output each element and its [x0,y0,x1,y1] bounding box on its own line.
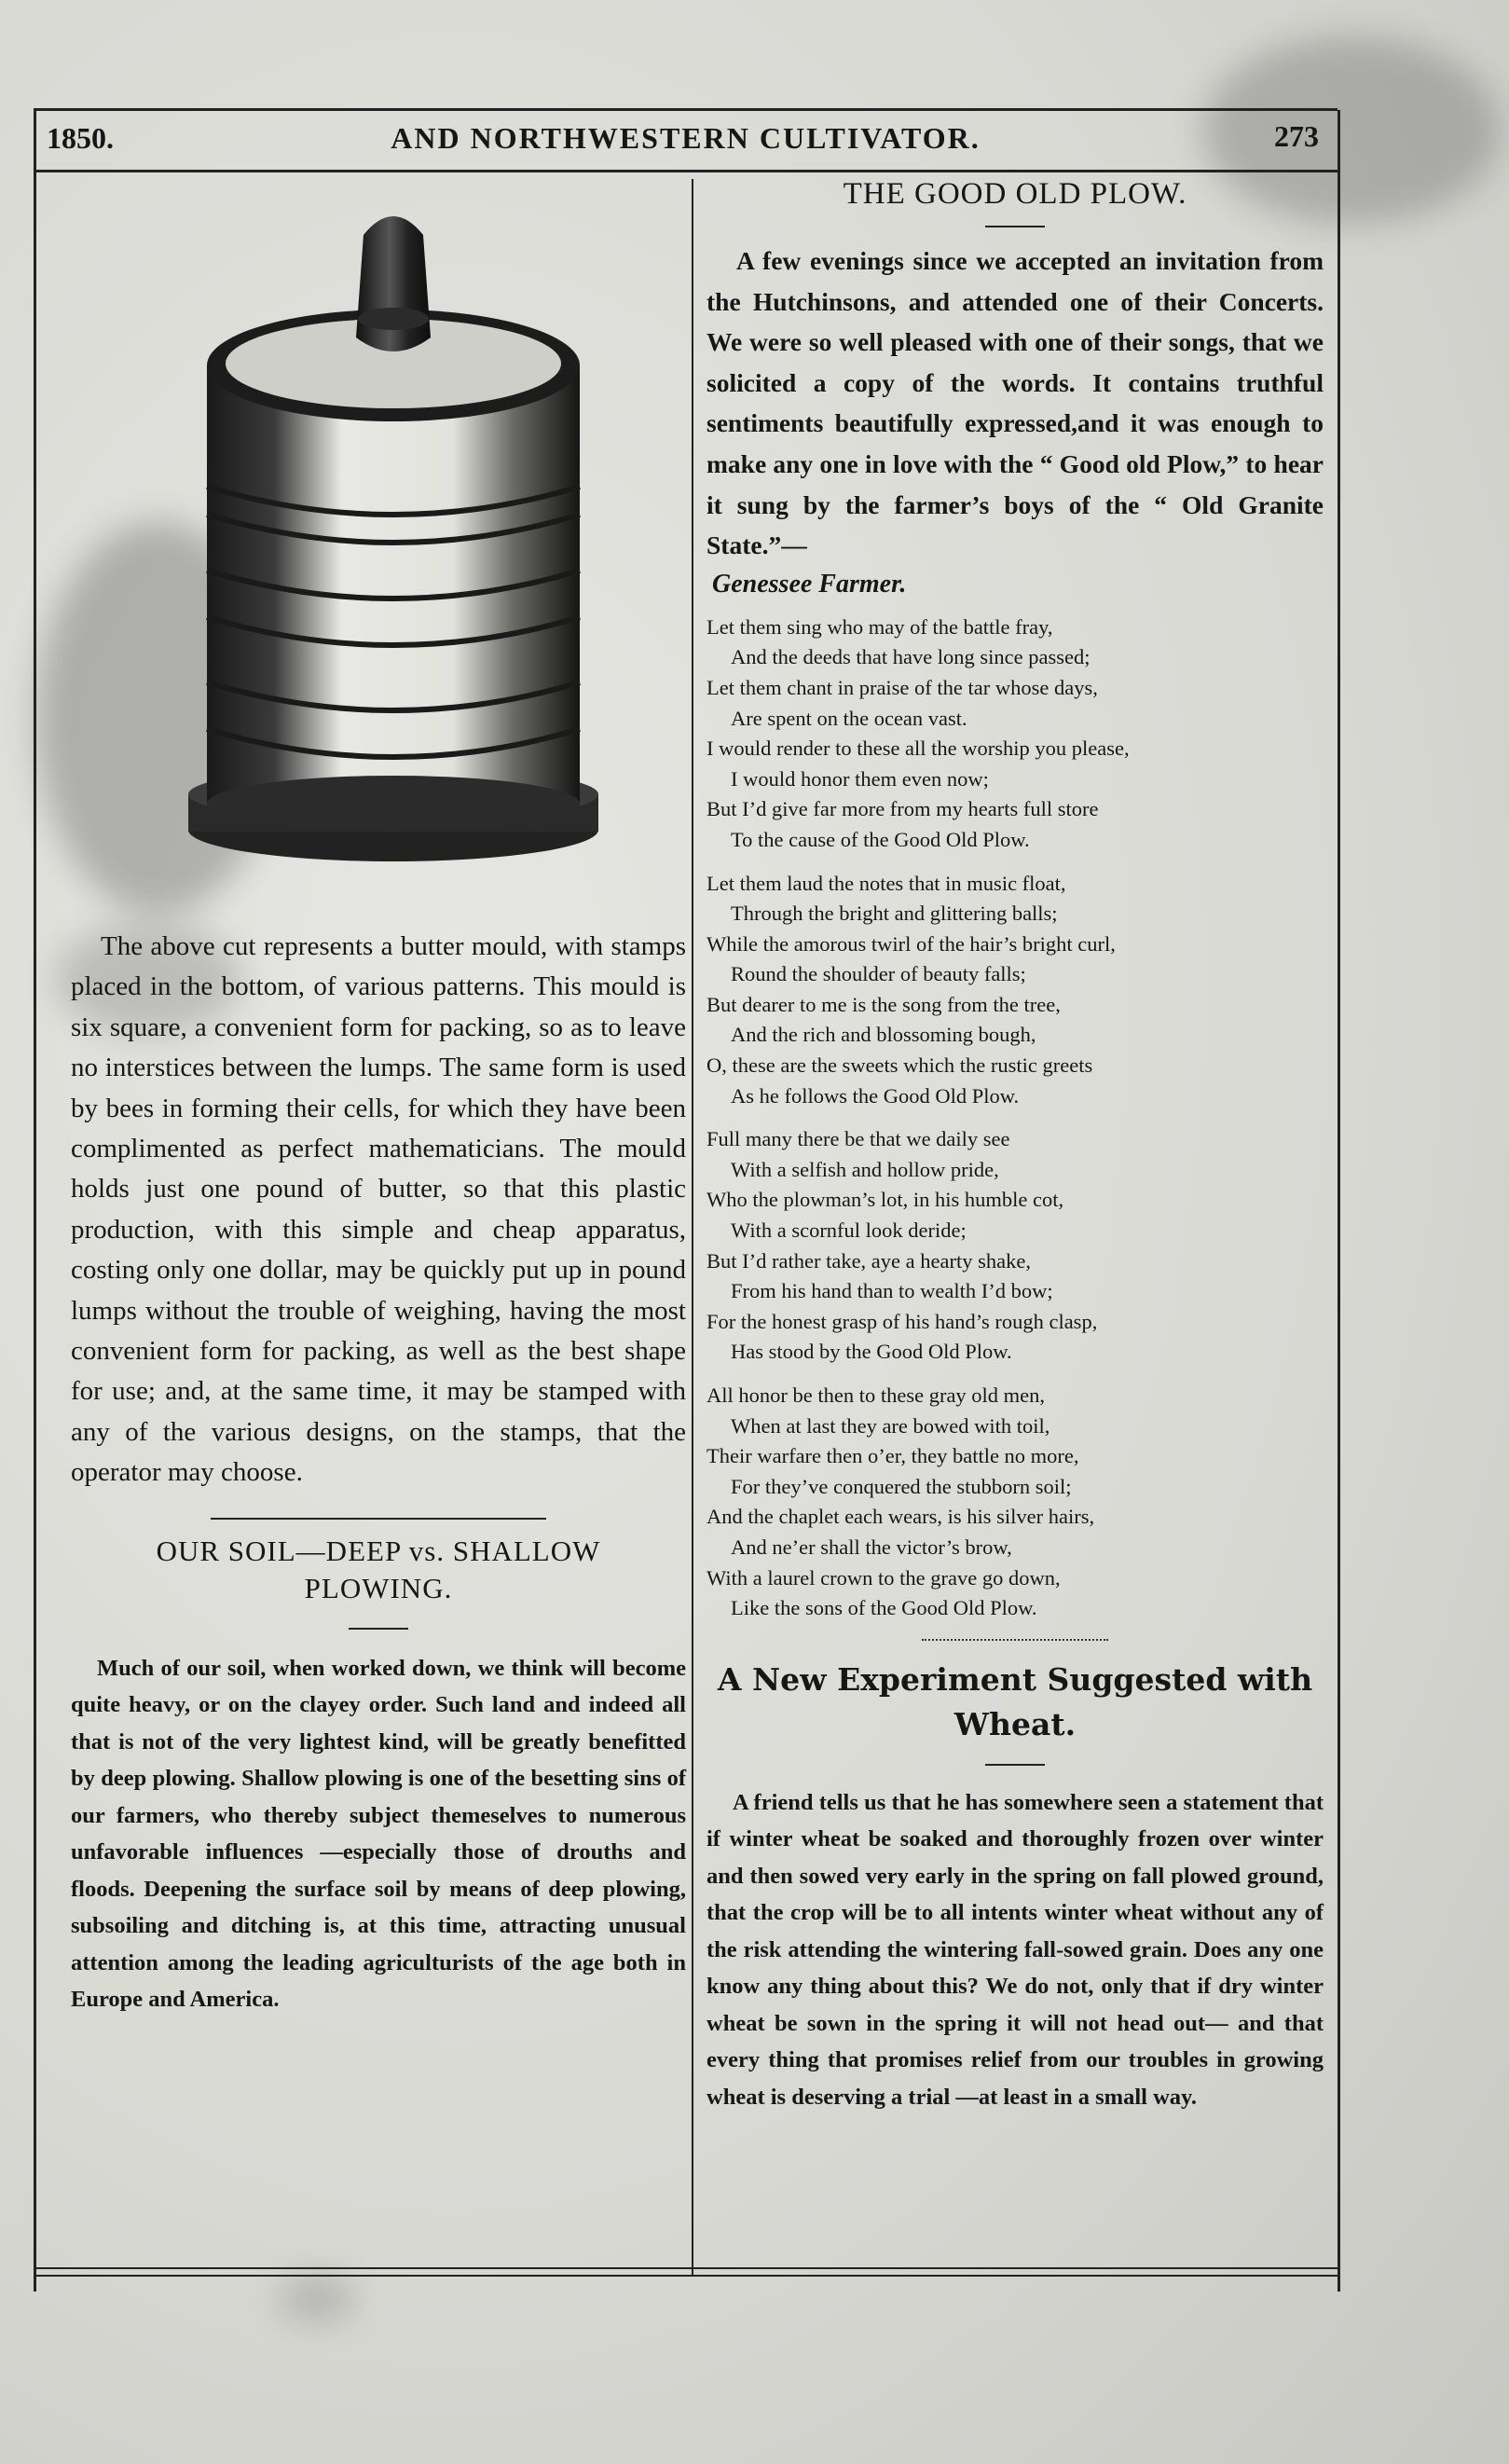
plow-article-heading: THE GOOD OLD PLOW. [843,177,1187,211]
header-title: AND NORTHWESTERN CULTIVATOR. [391,121,981,155]
plow-article-intro: A few evenings since we accepted an invitation from the Hutchinsons, and attended one of their Concerts. We were so well pleased with one of their songs, that we solicited a copy of the words. It contains truthful sentiments beautifully expressed,and it was enough to make any one in love with the “ Good old Plow,” to hear it sung by the farmer’s boys of the “ Old Granite State.”— [706,246,1324,560]
poem-line: With a selfish and hollow pride, [731,1157,999,1181]
poem-stanza [706,869,1324,1112]
right-column [706,175,1324,2115]
poem-line: With a scornful look deride; [731,1218,967,1243]
poem-line: O, these are the sweets which the rustic greets [706,1053,1093,1078]
poem-stanza [706,1381,1324,1624]
poem-line: Let them laud the notes that in music float, [706,871,1066,895]
poem-line: While the amorous twirl of the hair’s bright curl, [706,931,1116,956]
poem-line: With a laurel crown to the grave go down, [706,1565,1061,1590]
column-divider [692,179,693,2277]
soil-article-body: Much of our soil, when worked down, we think will become quite heavy, or on the clayey order. Such land and indeed all that is not of the very lightest kind, will be greatly benefitted by deep plowing. Shallow plowing is one of the besetting sins of our farmers, who thereby subject themeselves to numerous unfavorable influences —especially those of drouths and floods. Deepening the surface soil by means of deep plowing, subsoiling and ditching is, at this time, attracting unusual attention among the leading agriculturists of the age both in Europe and America. [71,1655,686,2013]
poem-line: As he follows the Good Old Plow. [731,1083,1020,1108]
poem-line: And the chaplet each wears, is his silver hairs, [706,1505,1095,1529]
poem-line: Are spent on the ocean vast. [731,706,967,730]
poem-stanza [706,613,1324,856]
source-credit: Genessee Farmer. [712,569,907,599]
poem-line: From his hand than to wealth I’d bow; [731,1279,1053,1303]
poem-line: Round the shoulder of beauty falls; [731,962,1026,986]
soil-article-heading: OUR SOIL—DEEP vs. SHALLOW PLOWING. [156,1534,601,1604]
poem-line: But I’d give far more from my hearts full store [706,797,1099,821]
poem-line: When at last they are bowed with toil, [731,1413,1050,1438]
poem-line: And the rich and blossoming bough, [731,1023,1036,1047]
poem-line: Has stood by the Good Old Plow. [731,1340,1012,1364]
poem-line: To the cause of the Good Old Plow. [731,827,1030,851]
poem-line: Let them sing who may of the battle fray, [706,614,1053,639]
footer-rule [34,2275,1338,2277]
poem-line: All honor be then to these gray old men, [706,1383,1046,1407]
wheat-article-body: A friend tells us that he has somewhere seen a statement that if winter wheat be soaked and thoroughly frozen over winter and then sowed very early in the spring on fall plowed ground, that the crop will be to all intents winter wheat without any of the risk attending the wintering fall-sowed grain. Does any one know any thing about this? We do not, only that if dry winter wheat be sown in the spring it will not head out— and that every thing that promises relief from our troubles in growing wheat is deserving a trial —at least in a small way. [706,1789,1324,2110]
poem-line: And the deeds that have long since passed; [731,645,1091,669]
poem [706,613,1324,1624]
poem-line: But I’d rather take, aye a hearty shake, [706,1248,1031,1273]
poem-line: I would honor them even now; [731,766,989,791]
poem-line: For the honest grasp of his hand’s rough clasp, [706,1309,1098,1333]
header-year: 1850. [47,121,114,155]
butter-mould-illustration [168,207,615,878]
butter-mould-article: The above cut represents a butter mould, with stamps placed in the bottom, of various patterns. This mould is six square, a convenient form for packing, so as to leave no interstices between the lumps. The same form is used by bees in forming their cells, for which they have been complimented as perfect mathematicians. The mould holds just one pound of butter, so that this plastic production, with this simple and cheap apparatus, costing only one dollar, may be quickly put up in pound lumps without the trouble of weighing, having the most convenient form for packing, as well as the best shape for use; and, at the same time, it may be stamped with any of the various designs, on the stamps, that the operator may choose. [71,931,686,1488]
poem-stanza [706,1124,1324,1368]
left-column [71,927,686,2018]
poem-line: Full many there be that we daily see [706,1127,1010,1151]
poem-line: And ne’er shall the victor’s brow, [731,1535,1012,1559]
poem-line: I would render to these all the worship you please, [706,736,1130,761]
footer-rule [34,2267,1338,2269]
poem-line: For they’ve conquered the stubborn soil; [731,1474,1072,1498]
poem-line: Who the plowman’s lot, in his humble cot, [706,1188,1064,1212]
wheat-article-heading: A New Experiment Suggested with Wheat. [717,1660,1313,1742]
section-rule [922,1639,1108,1641]
page-number: 273 [1274,119,1319,153]
poem-line: Like the sons of the Good Old Plow. [731,1596,1037,1620]
poem-line: Their warfare then o’er, they battle no more, [706,1444,1079,1468]
poem-line: But dearer to me is the song from the tree, [706,992,1061,1016]
poem-line: Let them chant in praise of the tar whose days, [706,675,1098,699]
poem-line: Through the bright and glittering balls; [731,902,1058,926]
